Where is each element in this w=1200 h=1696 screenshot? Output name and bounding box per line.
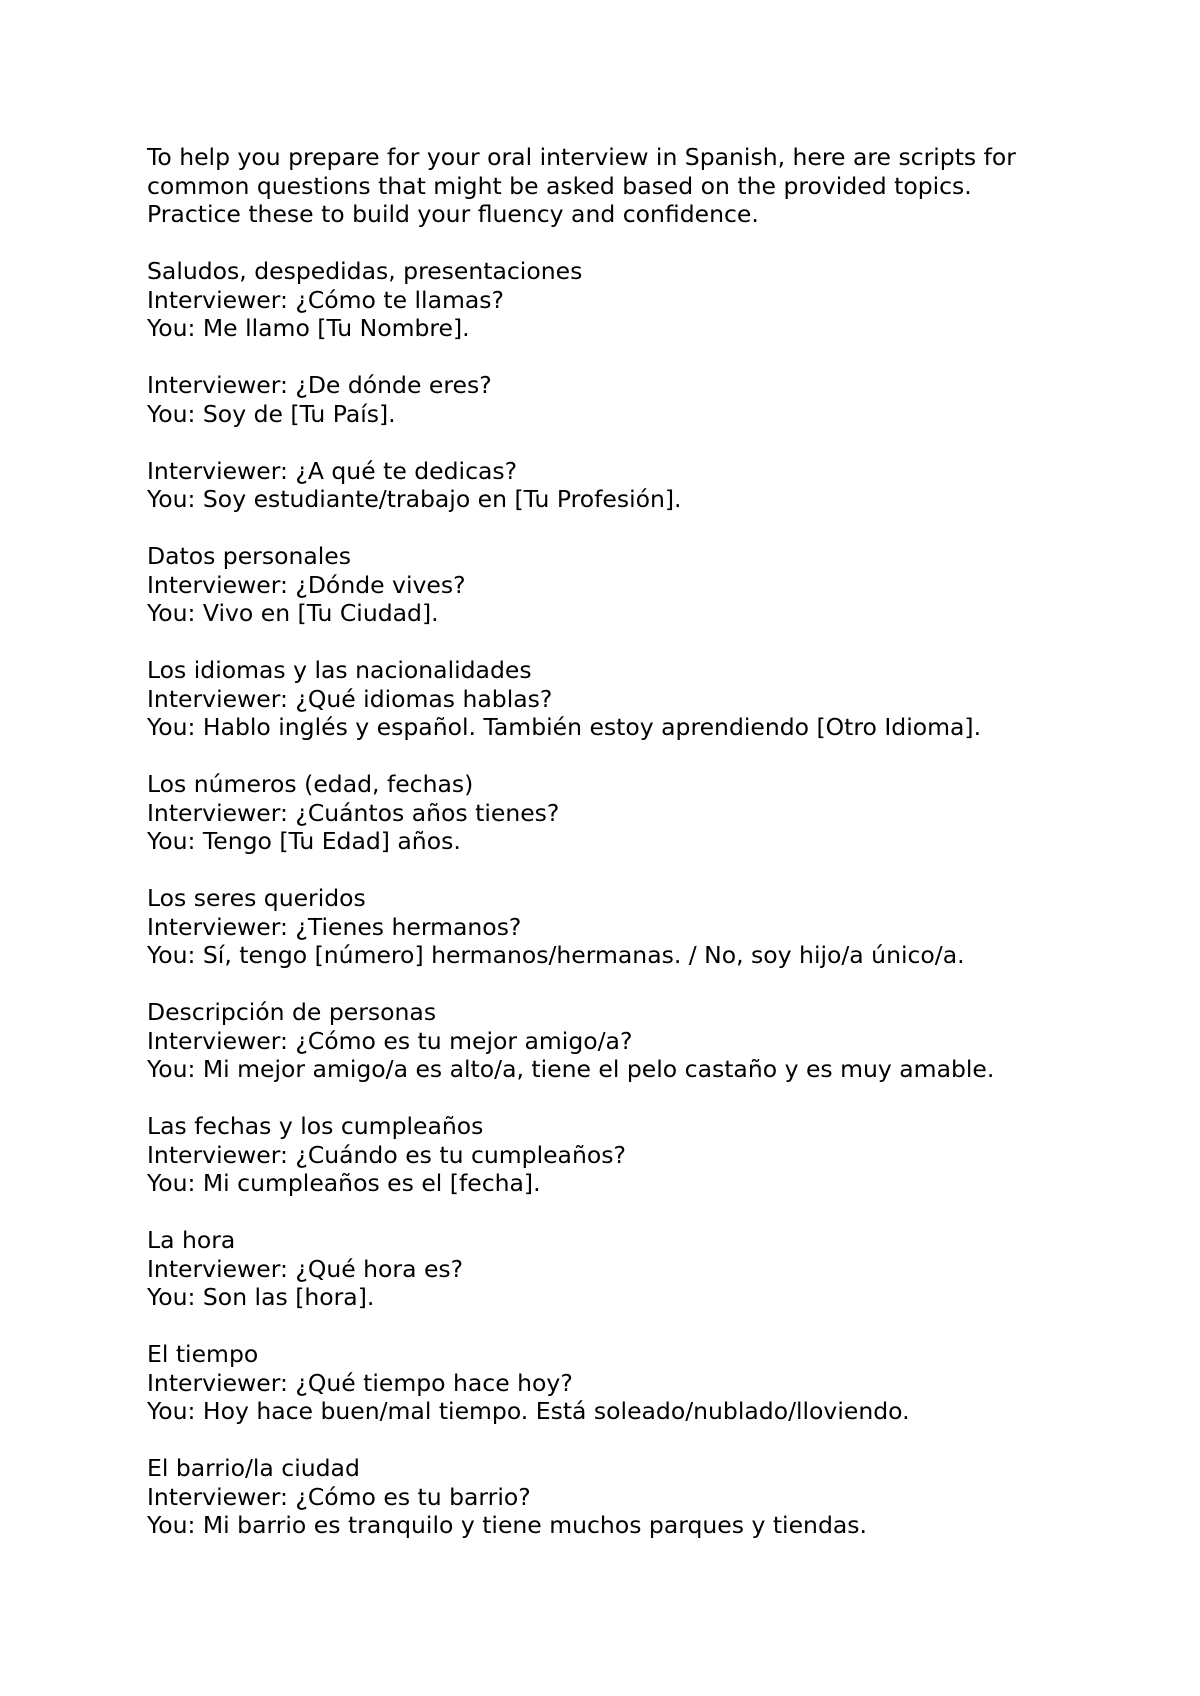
- interviewer-question: Interviewer: ¿Tienes hermanos?: [147, 912, 522, 941]
- topic-section: [147, 542, 1137, 628]
- your-answer: You: Soy de [Tu País].: [147, 399, 396, 428]
- your-answer: You: Hoy hace buen/mal tiempo. Está soleado/nublado/lloviendo.: [147, 1397, 910, 1425]
- intro-paragraph: [147, 143, 1137, 229]
- interviewer-question: Interviewer: ¿A qué te dedicas?: [147, 456, 518, 485]
- qa-block: [147, 1454, 1137, 1540]
- interviewer-question: Interviewer: ¿De dónde eres?: [147, 371, 492, 399]
- your-answer: You: Vivo en [Tu Ciudad].: [147, 599, 439, 627]
- topic-title: Datos personales: [147, 542, 351, 570]
- interviewer-question: Interviewer: ¿Cuántos años tienes?: [147, 798, 560, 827]
- interviewer-question: Interviewer: ¿Qué idiomas hablas?: [147, 684, 553, 713]
- your-answer: You: Hablo inglés y español. También estoy aprendiendo [Otro Idioma].: [147, 713, 982, 741]
- topic-title: Las fechas y los cumpleaños: [147, 1112, 484, 1140]
- qa-block: [147, 770, 1137, 856]
- your-answer: You: Sí, tengo [número] hermanos/hermanas. / No, soy hijo/a único/a.: [147, 941, 965, 969]
- topic-section: [147, 1340, 1137, 1426]
- intro-line: To help you prepare for your oral interview in Spanish, here are scripts for: [147, 143, 1016, 171]
- topic-section: [147, 1112, 1137, 1198]
- topic-section: [147, 1226, 1137, 1312]
- qa-block: [147, 998, 1137, 1084]
- topic-section: [147, 656, 1137, 742]
- document-page: [147, 143, 1137, 1540]
- your-answer: You: Mi cumpleaños es el [fecha].: [147, 1169, 541, 1197]
- topic-section: [147, 884, 1137, 970]
- qa-block: [147, 1112, 1137, 1198]
- interviewer-question: Interviewer: ¿Qué hora es?: [147, 1254, 464, 1283]
- topic-title: Descripción de personas: [147, 998, 437, 1026]
- qa-block: [147, 371, 1137, 428]
- your-answer: You: Son las [hora].: [147, 1283, 375, 1311]
- topic-title: Los seres queridos: [147, 884, 366, 912]
- your-answer: You: Tengo [Tu Edad] años.: [147, 827, 461, 855]
- qa-block: [147, 257, 1137, 343]
- topic-title: Saludos, despedidas, presentaciones: [147, 257, 583, 285]
- topic-section: [147, 998, 1137, 1084]
- interviewer-question: Interviewer: ¿Cómo te llamas?: [147, 285, 504, 314]
- interviewer-question: Interviewer: ¿Cuándo es tu cumpleaños?: [147, 1140, 626, 1169]
- topic-title: El barrio/la ciudad: [147, 1454, 360, 1482]
- qa-block: [147, 656, 1137, 742]
- topic-section: [147, 770, 1137, 856]
- topic-title: Los números (edad, fechas): [147, 770, 474, 798]
- interviewer-question: Interviewer: ¿Cómo es tu mejor amigo/a?: [147, 1026, 633, 1055]
- qa-block: [147, 884, 1137, 970]
- qa-block: [147, 1340, 1137, 1426]
- interviewer-question: Interviewer: ¿Cómo es tu barrio?: [147, 1482, 531, 1511]
- intro-line: common questions that might be asked based on the provided topics.: [147, 171, 972, 200]
- interviewer-question: Interviewer: ¿Dónde vives?: [147, 570, 466, 599]
- intro-line: Practice these to build your fluency and confidence.: [147, 200, 759, 228]
- topic-title: El tiempo: [147, 1340, 259, 1368]
- qa-block: [147, 457, 1137, 514]
- topic-title: Los idiomas y las nacionalidades: [147, 656, 532, 684]
- topic-section: [147, 1454, 1137, 1540]
- your-answer: You: Mi barrio es tranquilo y tiene muchos parques y tiendas.: [147, 1511, 867, 1539]
- topic-section: [147, 257, 1137, 514]
- your-answer: You: Mi mejor amigo/a es alto/a, tiene el pelo castaño y es muy amable.: [147, 1055, 995, 1083]
- interviewer-question: Interviewer: ¿Qué tiempo hace hoy?: [147, 1368, 573, 1397]
- qa-block: [147, 1226, 1137, 1312]
- topic-title: La hora: [147, 1226, 236, 1254]
- your-answer: You: Me llamo [Tu Nombre].: [147, 314, 470, 342]
- your-answer: You: Soy estudiante/trabajo en [Tu Profesión].: [147, 485, 682, 513]
- qa-block: [147, 542, 1137, 628]
